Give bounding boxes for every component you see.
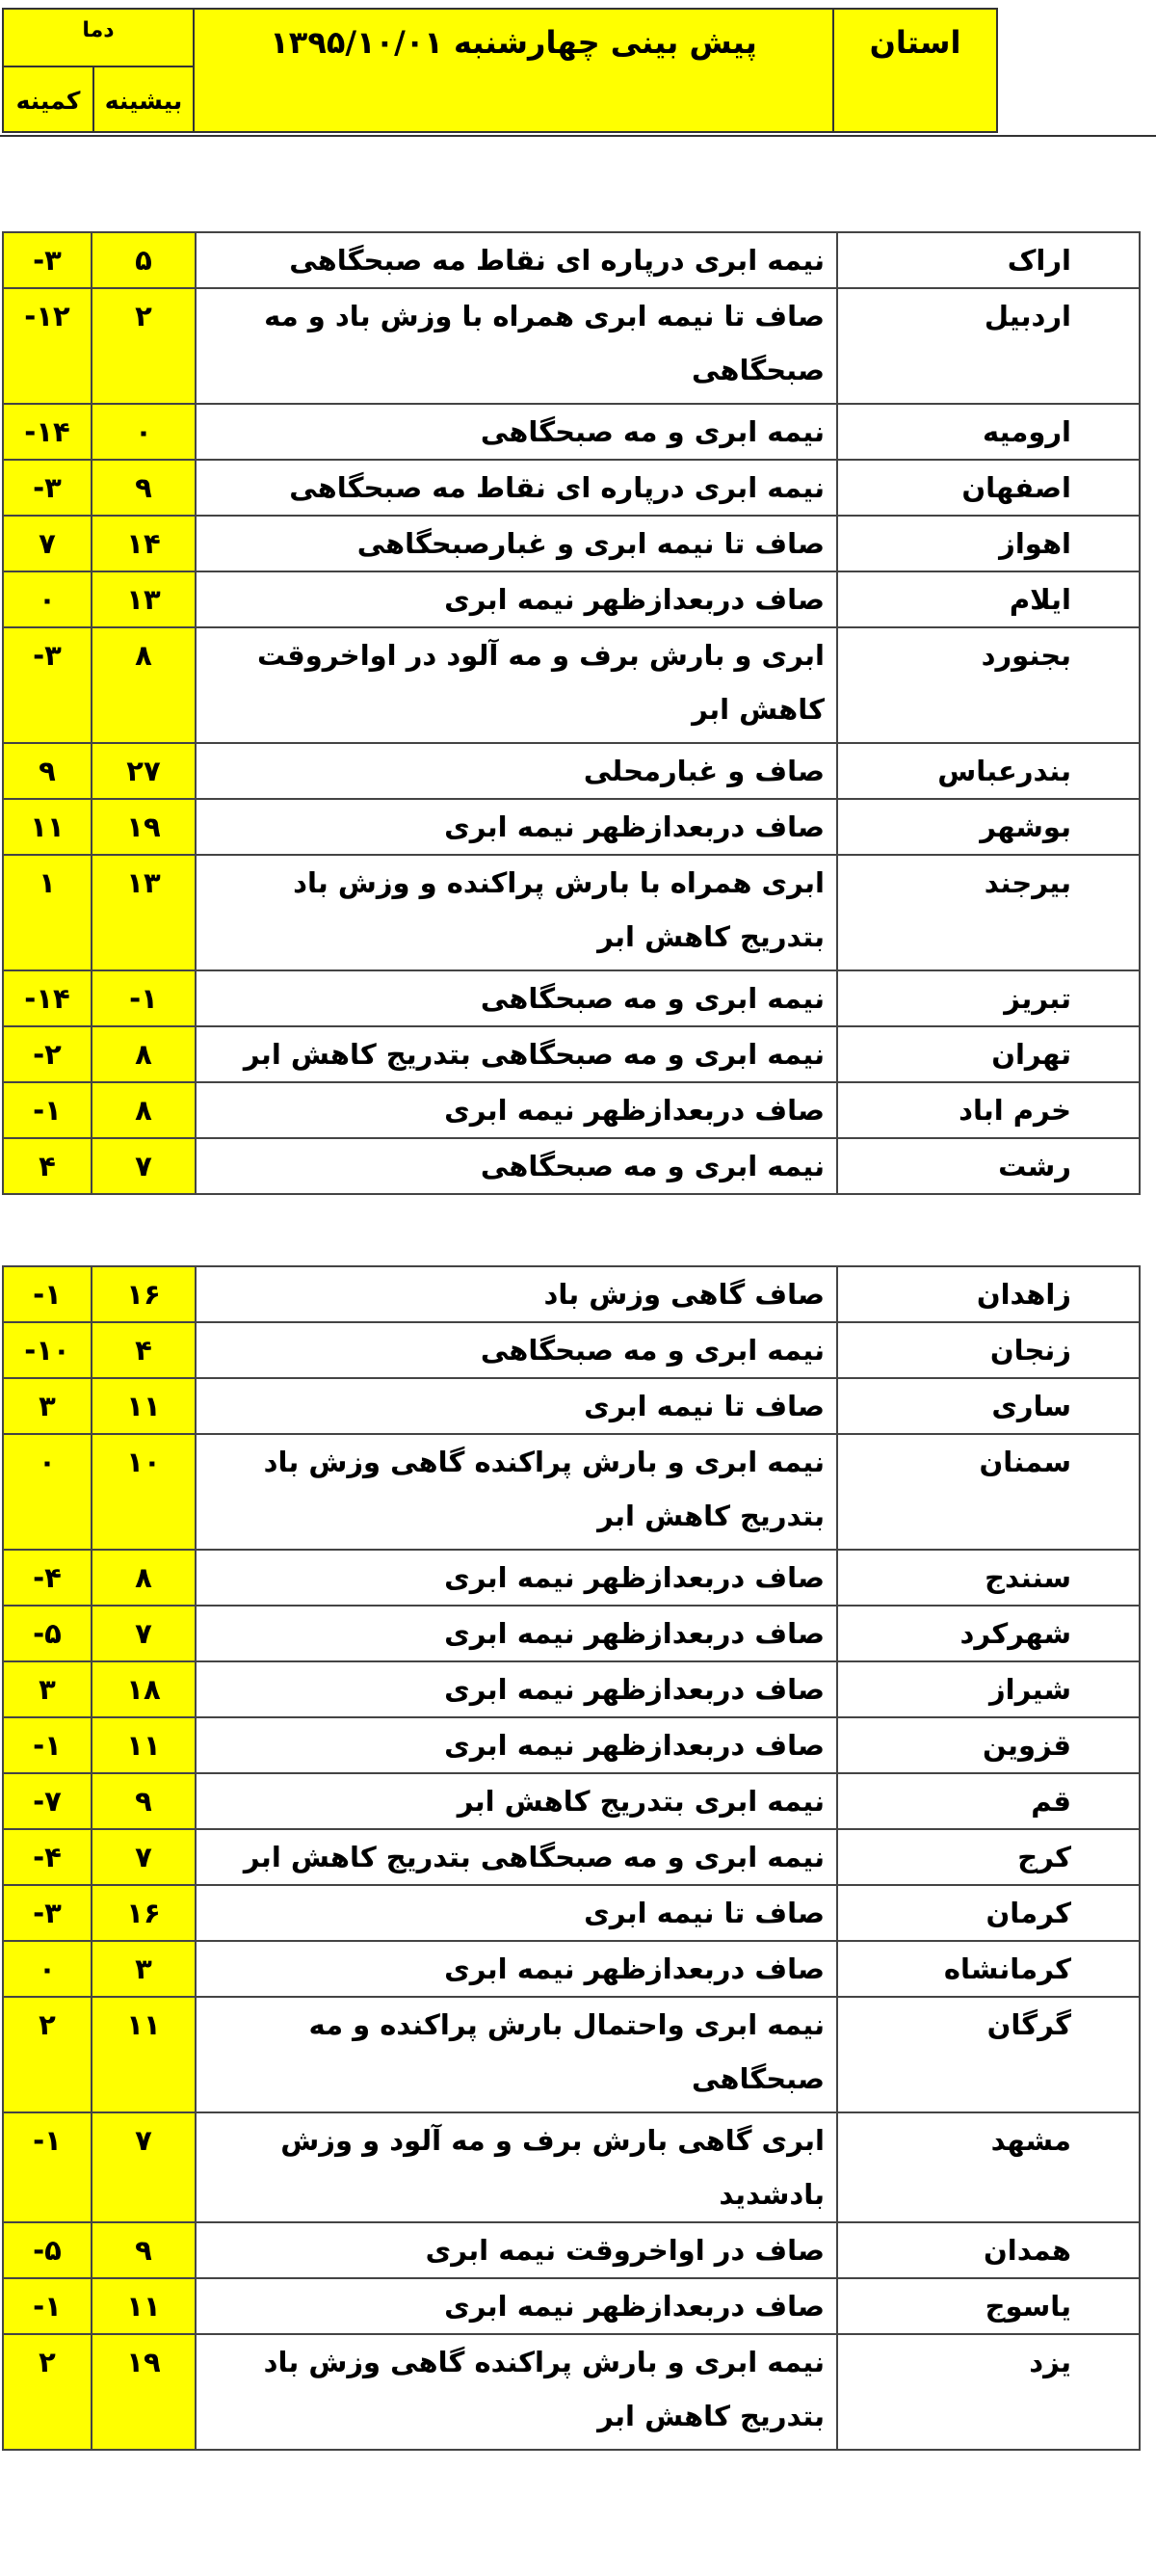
- table-row: [3, 1434, 1140, 1550]
- forecast-text: صاف تا نیمه ابری و غبارصبحگاهی: [196, 516, 837, 571]
- city-name: یاسوج: [837, 2278, 1140, 2334]
- forecast-text: نیمه ابری و مه صبحگاهی: [196, 970, 837, 1026]
- table-row: [3, 1026, 1140, 1082]
- min-label: کمینه: [15, 86, 81, 115]
- min-temp: -۱: [3, 1717, 92, 1773]
- forecast-text: صاف دربعدازظهر نیمه ابری: [196, 1550, 837, 1606]
- city-name: یزد: [837, 2334, 1140, 2450]
- table-row: [3, 1661, 1140, 1717]
- table-row: [3, 1550, 1140, 1606]
- table-row: [3, 1606, 1140, 1661]
- city-name: اهواز: [837, 516, 1140, 571]
- forecast-table-2: [2, 1265, 1141, 2451]
- city-name: اصفهان: [837, 460, 1140, 516]
- city-name: بجنورد: [837, 627, 1140, 743]
- max-temp: ۱۱: [92, 1997, 196, 2112]
- min-temp: ۱: [3, 855, 92, 970]
- max-temp: ۱۱: [92, 1378, 196, 1434]
- forecast-text: نیمه ابری و مه صبحگاهی بتدریج کاهش ابر: [196, 1026, 837, 1082]
- min-temp: ۱۱: [3, 799, 92, 855]
- forecast-text: نیمه ابری و مه صبحگاهی: [196, 1322, 837, 1378]
- max-temp: ۸: [92, 1550, 196, 1606]
- city-name: ایلام: [837, 571, 1140, 627]
- min-temp: -۱: [3, 2278, 92, 2334]
- table-row: [3, 1138, 1140, 1194]
- forecast-title: پیش بینی چهارشنبه ۱۳۹۵/۱۰/۰۱: [270, 24, 757, 61]
- table-row: [3, 288, 1140, 404]
- table-row: [3, 1378, 1140, 1434]
- table-row: [3, 2112, 1140, 2222]
- header-rule: [0, 135, 1156, 137]
- max-temp: ۹: [92, 1773, 196, 1829]
- table-row: [3, 1941, 1140, 1997]
- city-name: اراک: [837, 232, 1140, 288]
- city-name: شیراز: [837, 1661, 1140, 1717]
- forecast-text: ابری گاهی بارش برف و مه آلود و وزش بادشدید: [196, 2112, 837, 2222]
- max-temp: ۲۷: [92, 743, 196, 799]
- table-row: [3, 2222, 1140, 2278]
- min-temp: -۳: [3, 232, 92, 288]
- forecast-text: صاف دربعدازظهر نیمه ابری: [196, 2278, 837, 2334]
- max-temp: ۰: [92, 404, 196, 460]
- table-row: [3, 404, 1140, 460]
- city-name: تهران: [837, 1026, 1140, 1082]
- forecast-text: نیمه ابری بتدریج کاهش ابر: [196, 1773, 837, 1829]
- city-name: کرمان: [837, 1885, 1140, 1941]
- min-temp: ۳: [3, 1378, 92, 1434]
- forecast-text: نیمه ابری و مه صبحگاهی بتدریج کاهش ابر: [196, 1829, 837, 1885]
- max-temp: ۸: [92, 1082, 196, 1138]
- forecast-text: ابری همراه با بارش پراکنده و وزش باد بتدریج کاهش ابر: [196, 855, 837, 970]
- city-name: سمنان: [837, 1434, 1140, 1550]
- table-row: [3, 2278, 1140, 2334]
- max-temp: ۷: [92, 2112, 196, 2222]
- forecast-text: نیمه ابری درپاره ای نقاط مه صبحگاهی: [196, 232, 837, 288]
- table-row: [3, 1773, 1140, 1829]
- min-temp: ۷: [3, 516, 92, 571]
- min-temp: ۰: [3, 1434, 92, 1550]
- max-temp: ۳: [92, 1941, 196, 1997]
- min-temp: ۹: [3, 743, 92, 799]
- forecast-text: صاف دربعدازظهر نیمه ابری: [196, 1661, 837, 1717]
- max-temp: ۱۰: [92, 1434, 196, 1550]
- city-name: گرگان: [837, 1997, 1140, 2112]
- min-temp: -۵: [3, 2222, 92, 2278]
- table-row: [3, 2334, 1140, 2450]
- forecast-text: صاف تا نیمه ابری: [196, 1378, 837, 1434]
- max-temp: ۷: [92, 1829, 196, 1885]
- table-row: [3, 460, 1140, 516]
- min-temp: -۳: [3, 627, 92, 743]
- city-name: رشت: [837, 1138, 1140, 1194]
- province-label: استان: [869, 24, 961, 61]
- max-temp: ۱۴: [92, 516, 196, 571]
- forecast-text: نیمه ابری و مه صبحگاهی: [196, 404, 837, 460]
- table-row: [3, 855, 1140, 970]
- forecast-text: صاف و غبارمحلی: [196, 743, 837, 799]
- min-temp: -۳: [3, 460, 92, 516]
- forecast-text: نیمه ابری و بارش پراکنده گاهی وزش باد بتدریج کاهش ابر: [196, 1434, 837, 1550]
- forecast-text: صاف دربعدازظهر نیمه ابری: [196, 1717, 837, 1773]
- city-name: ساری: [837, 1378, 1140, 1434]
- city-name: اردبیل: [837, 288, 1140, 404]
- max-temp: ۱۱: [92, 1717, 196, 1773]
- city-name: مشهد: [837, 2112, 1140, 2222]
- max-temp: ۱۹: [92, 2334, 196, 2450]
- forecast-text: نیمه ابری واحتمال بارش پراکنده و مه صبحگاهی: [196, 1997, 837, 2112]
- city-name: کرمانشاه: [837, 1941, 1140, 1997]
- table-row: [3, 799, 1140, 855]
- forecast-text: نیمه ابری درپاره ای نقاط مه صبحگاهی: [196, 460, 837, 516]
- max-temp: ۴: [92, 1322, 196, 1378]
- max-temp: ۵: [92, 232, 196, 288]
- city-name: شهرکرد: [837, 1606, 1140, 1661]
- forecast-text: صاف دربعدازظهر نیمه ابری: [196, 1606, 837, 1661]
- forecast-text: صاف دربعدازظهر نیمه ابری: [196, 571, 837, 627]
- max-temp: ۱۳: [92, 571, 196, 627]
- max-temp: ۲: [92, 288, 196, 404]
- min-temp: ۰: [3, 571, 92, 627]
- max-temp: -۱: [92, 970, 196, 1026]
- min-temp: -۵: [3, 1606, 92, 1661]
- max-temp: ۱۶: [92, 1266, 196, 1322]
- city-name: بوشهر: [837, 799, 1140, 855]
- max-temp: ۹: [92, 2222, 196, 2278]
- city-name: کرج: [837, 1829, 1140, 1885]
- forecast-text: صاف تا نیمه ابری همراه با وزش باد و مه صبحگاهی: [196, 288, 837, 404]
- min-temp: ۲: [3, 1997, 92, 2112]
- max-temp: ۱۸: [92, 1661, 196, 1717]
- table-row: [3, 1266, 1140, 1322]
- table-row: [3, 1997, 1140, 2112]
- forecast-text: صاف تا نیمه ابری: [196, 1885, 837, 1941]
- table-row: [3, 571, 1140, 627]
- city-name: قزوین: [837, 1717, 1140, 1773]
- max-temp: ۷: [92, 1138, 196, 1194]
- min-temp: -۷: [3, 1773, 92, 1829]
- max-temp: ۹: [92, 460, 196, 516]
- max-temp: ۱۹: [92, 799, 196, 855]
- city-name: خرم اباد: [837, 1082, 1140, 1138]
- city-name: سنندج: [837, 1550, 1140, 1606]
- max-temp: ۸: [92, 1026, 196, 1082]
- table-row: [3, 1885, 1140, 1941]
- max-temp: ۱۶: [92, 1885, 196, 1941]
- forecast-text: صاف دربعدازظهر نیمه ابری: [196, 1082, 837, 1138]
- table-row: [3, 743, 1140, 799]
- forecast-text: ابری و بارش برف و مه آلود در اواخروقت کاهش ابر: [196, 627, 837, 743]
- city-name: بندرعباس: [837, 743, 1140, 799]
- min-temp: ۰: [3, 1941, 92, 1997]
- max-label: بیشینه: [104, 86, 183, 115]
- min-temp: -۱: [3, 1266, 92, 1322]
- city-name: قم: [837, 1773, 1140, 1829]
- min-temp: -۱: [3, 2112, 92, 2222]
- min-temp: -۲: [3, 1026, 92, 1082]
- min-temp: -۱۲: [3, 288, 92, 404]
- min-temp: -۱۴: [3, 970, 92, 1026]
- forecast-text: نیمه ابری و بارش پراکنده گاهی وزش باد بتدریج کاهش ابر: [196, 2334, 837, 2450]
- min-temp: ۲: [3, 2334, 92, 2450]
- table-row: [3, 627, 1140, 743]
- forecast-text: نیمه ابری و مه صبحگاهی: [196, 1138, 837, 1194]
- temp-label: دما: [82, 17, 115, 42]
- max-temp: ۸: [92, 627, 196, 743]
- city-name: زنجان: [837, 1322, 1140, 1378]
- min-temp: -۴: [3, 1550, 92, 1606]
- forecast-text: صاف در اواخروقت نیمه ابری: [196, 2222, 837, 2278]
- table-row: [3, 970, 1140, 1026]
- max-temp: ۱۳: [92, 855, 196, 970]
- min-temp: ۳: [3, 1661, 92, 1717]
- forecast-table-1: [2, 231, 1141, 1195]
- city-name: بیرجند: [837, 855, 1140, 970]
- forecast-text: صاف گاهی وزش باد: [196, 1266, 837, 1322]
- forecast-header: [2, 8, 998, 133]
- forecast-text: صاف دربعدازظهر نیمه ابری: [196, 1941, 837, 1997]
- min-temp: ۴: [3, 1138, 92, 1194]
- min-temp: -۴: [3, 1829, 92, 1885]
- min-temp: -۱: [3, 1082, 92, 1138]
- min-temp: -۳: [3, 1885, 92, 1941]
- table-row: [3, 1717, 1140, 1773]
- min-temp: -۱۴: [3, 404, 92, 460]
- forecast-text: صاف دربعدازظهر نیمه ابری: [196, 799, 837, 855]
- max-temp: ۱۱: [92, 2278, 196, 2334]
- max-temp: ۷: [92, 1606, 196, 1661]
- city-name: تبریز: [837, 970, 1140, 1026]
- city-name: همدان: [837, 2222, 1140, 2278]
- table-row: [3, 232, 1140, 288]
- table-row: [3, 1322, 1140, 1378]
- table-row: [3, 1829, 1140, 1885]
- city-name: ارومیه: [837, 404, 1140, 460]
- min-temp: -۱۰: [3, 1322, 92, 1378]
- table-row: [3, 1082, 1140, 1138]
- table-row: [3, 516, 1140, 571]
- city-name: زاهدان: [837, 1266, 1140, 1322]
